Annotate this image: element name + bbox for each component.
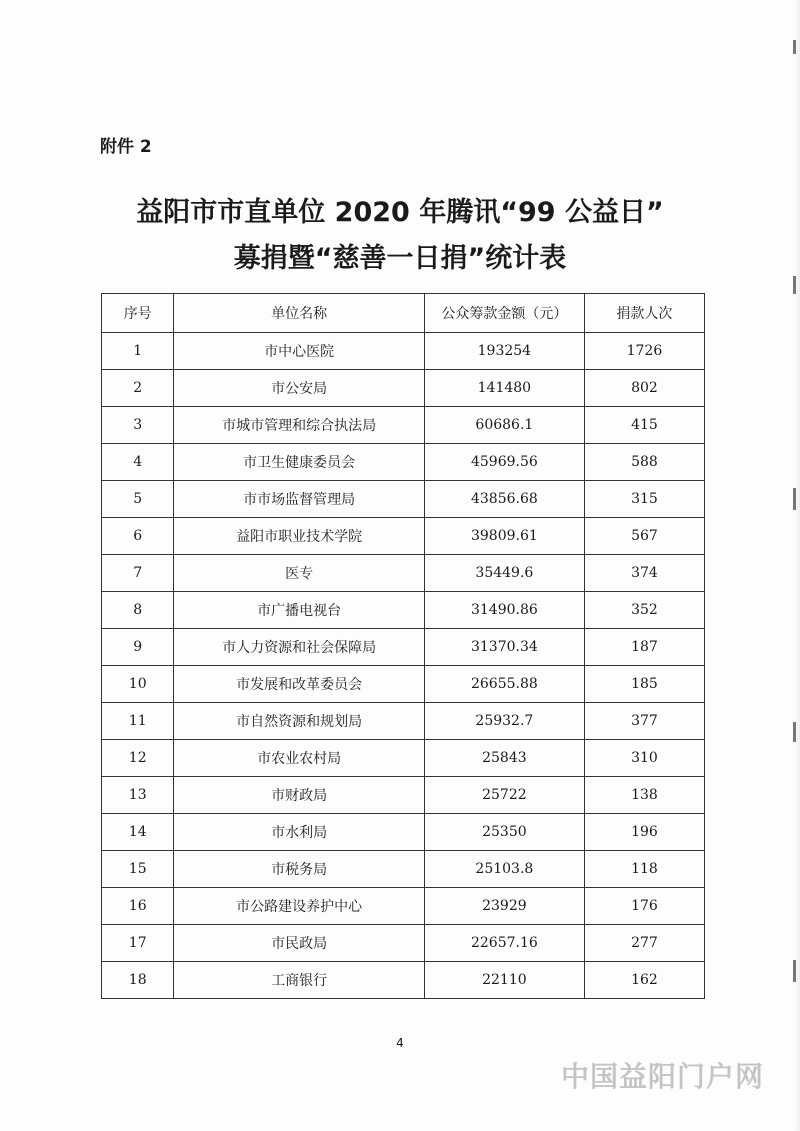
table-row xyxy=(102,518,705,555)
cell-donor-count: 310 xyxy=(584,740,704,777)
cell-serial-number: 1 xyxy=(102,333,174,370)
cell-serial-number: 8 xyxy=(102,592,174,629)
scan-artifact xyxy=(793,276,796,294)
table-header-row xyxy=(102,294,705,333)
cell-unit-name: 市发展和改革委员会 xyxy=(174,666,424,703)
scan-artifact xyxy=(793,722,796,742)
statistics-table xyxy=(101,293,705,999)
cell-donor-count: 1726 xyxy=(584,333,704,370)
cell-unit-name: 市财政局 xyxy=(174,777,424,814)
cell-amount: 45969.56 xyxy=(424,444,584,481)
cell-serial-number: 5 xyxy=(102,481,174,518)
document-title-line1: 益阳市市直单位 2020 年腾讯“99 公益日” xyxy=(136,197,664,228)
table-body xyxy=(102,333,705,999)
cell-donor-count: 187 xyxy=(584,629,704,666)
cell-donor-count: 185 xyxy=(584,666,704,703)
header-amount: 公众筹款金额（元） xyxy=(424,294,584,333)
cell-donor-count: 118 xyxy=(584,851,704,888)
cell-unit-name: 市水利局 xyxy=(174,814,424,851)
scan-artifact xyxy=(793,960,796,982)
cell-amount: 31370.34 xyxy=(424,629,584,666)
cell-amount: 23929 xyxy=(424,888,584,925)
cell-unit-name: 市自然资源和规划局 xyxy=(174,703,424,740)
cell-amount: 25103.8 xyxy=(424,851,584,888)
cell-unit-name: 市公安局 xyxy=(174,370,424,407)
cell-donor-count: 176 xyxy=(584,888,704,925)
cell-amount: 193254 xyxy=(424,333,584,370)
cell-amount: 35449.6 xyxy=(424,555,584,592)
cell-serial-number: 4 xyxy=(102,444,174,481)
table-row xyxy=(102,777,705,814)
cell-unit-name: 市税务局 xyxy=(174,851,424,888)
scan-artifact xyxy=(793,488,796,510)
cell-serial-number: 7 xyxy=(102,555,174,592)
cell-unit-name: 医专 xyxy=(174,555,424,592)
cell-amount: 26655.88 xyxy=(424,666,584,703)
cell-amount: 60686.1 xyxy=(424,407,584,444)
cell-serial-number: 11 xyxy=(102,703,174,740)
cell-unit-name: 市公路建设养护中心 xyxy=(174,888,424,925)
cell-donor-count: 377 xyxy=(584,703,704,740)
cell-serial-number: 9 xyxy=(102,629,174,666)
cell-donor-count: 277 xyxy=(584,925,704,962)
cell-donor-count: 352 xyxy=(584,592,704,629)
table-row xyxy=(102,629,705,666)
cell-serial-number: 17 xyxy=(102,925,174,962)
cell-unit-name: 市人力资源和社会保障局 xyxy=(174,629,424,666)
attachment-label: 附件 2 xyxy=(100,137,152,157)
cell-donor-count: 802 xyxy=(584,370,704,407)
cell-serial-number: 12 xyxy=(102,740,174,777)
cell-amount: 25843 xyxy=(424,740,584,777)
table-row xyxy=(102,888,705,925)
cell-donor-count: 196 xyxy=(584,814,704,851)
cell-donor-count: 138 xyxy=(584,777,704,814)
cell-amount: 22110 xyxy=(424,962,584,999)
cell-serial-number: 18 xyxy=(102,962,174,999)
cell-amount: 25350 xyxy=(424,814,584,851)
cell-serial-number: 10 xyxy=(102,666,174,703)
cell-amount: 141480 xyxy=(424,370,584,407)
header-donor-count: 捐款人次 xyxy=(584,294,704,333)
table-row xyxy=(102,740,705,777)
header-serial-number: 序号 xyxy=(102,294,174,333)
table-row xyxy=(102,555,705,592)
cell-donor-count: 415 xyxy=(584,407,704,444)
table-row xyxy=(102,703,705,740)
scan-artifact xyxy=(793,40,796,54)
cell-amount: 31490.86 xyxy=(424,592,584,629)
table-row xyxy=(102,962,705,999)
cell-unit-name: 市民政局 xyxy=(174,925,424,962)
cell-donor-count: 588 xyxy=(584,444,704,481)
table-row xyxy=(102,851,705,888)
cell-amount: 25932.7 xyxy=(424,703,584,740)
cell-donor-count: 162 xyxy=(584,962,704,999)
table-row xyxy=(102,370,705,407)
cell-serial-number: 3 xyxy=(102,407,174,444)
site-watermark: 中国益阳门户网 xyxy=(560,1060,764,1093)
cell-serial-number: 15 xyxy=(102,851,174,888)
cell-amount: 22657.16 xyxy=(424,925,584,962)
cell-amount: 43856.68 xyxy=(424,481,584,518)
cell-unit-name: 市城市管理和综合执法局 xyxy=(174,407,424,444)
table-row xyxy=(102,814,705,851)
header-unit-name: 单位名称 xyxy=(174,294,424,333)
cell-donor-count: 374 xyxy=(584,555,704,592)
table-row xyxy=(102,925,705,962)
cell-unit-name: 市广播电视台 xyxy=(174,592,424,629)
cell-unit-name: 市卫生健康委员会 xyxy=(174,444,424,481)
cell-amount: 25722 xyxy=(424,777,584,814)
table-row xyxy=(102,407,705,444)
table-row xyxy=(102,481,705,518)
cell-unit-name: 市农业农村局 xyxy=(174,740,424,777)
table-row xyxy=(102,444,705,481)
cell-unit-name: 益阳市职业技术学院 xyxy=(174,518,424,555)
cell-unit-name: 工商银行 xyxy=(174,962,424,999)
cell-donor-count: 315 xyxy=(584,481,704,518)
cell-serial-number: 2 xyxy=(102,370,174,407)
cell-amount: 39809.61 xyxy=(424,518,584,555)
table-row xyxy=(102,592,705,629)
cell-serial-number: 16 xyxy=(102,888,174,925)
cell-unit-name: 市中心医院 xyxy=(174,333,424,370)
cell-unit-name: 市市场监督管理局 xyxy=(174,481,424,518)
cell-serial-number: 14 xyxy=(102,814,174,851)
page-number: 4 xyxy=(396,1036,404,1050)
table-row xyxy=(102,666,705,703)
cell-serial-number: 13 xyxy=(102,777,174,814)
document-title-line2: 募捐暨“慈善一日捐”统计表 xyxy=(233,243,567,274)
table-row xyxy=(102,333,705,370)
cell-serial-number: 6 xyxy=(102,518,174,555)
cell-donor-count: 567 xyxy=(584,518,704,555)
